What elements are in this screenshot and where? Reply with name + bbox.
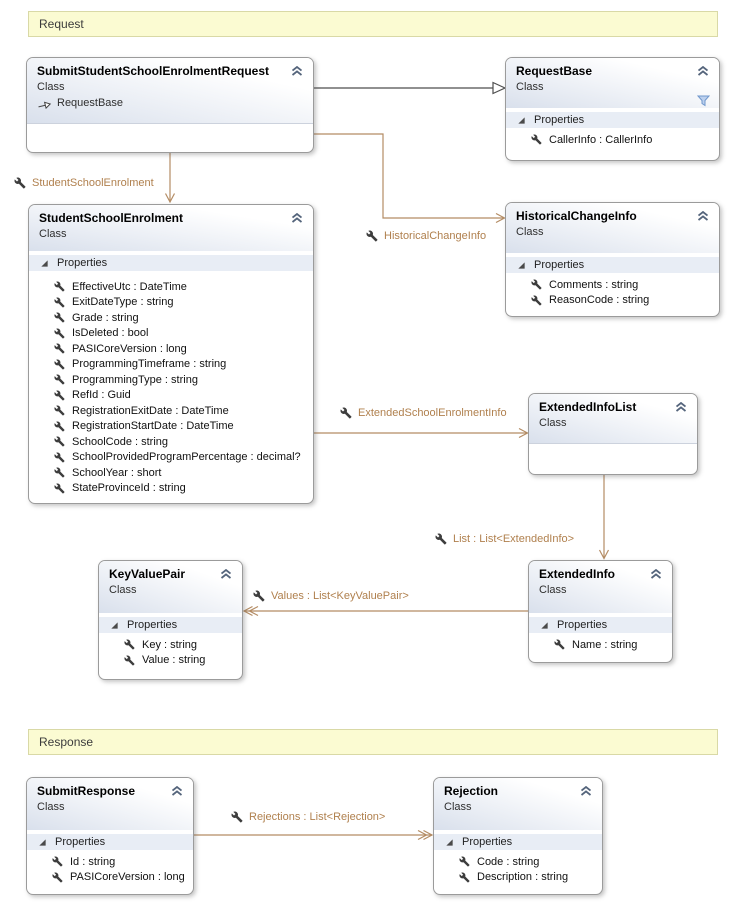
property-wrench-icon <box>52 872 63 883</box>
property-text: Id : string <box>70 855 116 868</box>
property-text: Grade : string <box>72 311 139 324</box>
property-row[interactable] <box>29 310 313 326</box>
association-label-text: ExtendedSchoolEnrolmentInfo <box>358 407 507 419</box>
class-kind: Class <box>39 228 67 240</box>
class-title: KeyValuePair <box>109 567 186 581</box>
class-box-requestbase[interactable] <box>505 57 720 161</box>
properties-list <box>529 633 672 653</box>
collapse-chevron-icon[interactable] <box>650 569 662 579</box>
properties-group-label: Properties <box>55 836 106 848</box>
expander-icon[interactable] <box>110 621 119 630</box>
property-row[interactable] <box>434 854 602 870</box>
properties-group-label: Properties <box>534 114 585 126</box>
properties-group-header[interactable] <box>506 257 719 273</box>
association-connector-values[interactable] <box>244 607 528 616</box>
property-row[interactable] <box>506 132 719 148</box>
property-text: StateProvinceId : string <box>72 482 186 495</box>
property-wrench-icon <box>459 856 470 867</box>
class-header <box>529 561 672 613</box>
class-title: ExtendedInfoList <box>539 400 637 414</box>
property-text: Description : string <box>477 871 569 884</box>
class-header <box>506 203 719 253</box>
property-text: CallerInfo : CallerInfo <box>549 133 653 146</box>
properties-group-label: Properties <box>57 257 108 269</box>
class-title: SubmitResponse <box>37 784 136 798</box>
property-text: ProgrammingType : string <box>72 373 198 386</box>
property-row[interactable] <box>29 450 313 466</box>
property-row[interactable] <box>27 854 193 870</box>
expander-icon[interactable] <box>38 838 47 847</box>
property-wrench-icon <box>54 483 65 494</box>
association-label-values[interactable] <box>253 590 409 602</box>
collapse-chevron-icon[interactable] <box>291 213 303 223</box>
class-body-empty <box>529 444 697 448</box>
property-text: Code : string <box>477 855 540 868</box>
request-group-band[interactable] <box>28 11 718 37</box>
class-header <box>29 205 313 251</box>
property-wrench-icon <box>124 655 135 666</box>
properties-list <box>27 850 193 885</box>
class-title: HistoricalChangeInfo <box>516 209 637 223</box>
property-row[interactable] <box>29 403 313 419</box>
property-row[interactable] <box>434 870 602 886</box>
properties-group-label: Properties <box>462 836 513 848</box>
class-kind: Class <box>37 81 65 93</box>
collapse-chevron-icon[interactable] <box>580 786 592 796</box>
band-label: Request <box>39 17 84 31</box>
properties-list <box>29 271 313 496</box>
property-row[interactable] <box>29 341 313 357</box>
property-row[interactable] <box>99 637 242 653</box>
property-text: ProgrammingTimeframe : string <box>72 358 227 371</box>
association-wrench-icon <box>340 407 352 419</box>
property-wrench-icon <box>124 639 135 650</box>
property-wrench-icon <box>531 134 542 145</box>
class-header <box>27 58 313 124</box>
property-wrench-icon <box>459 872 470 883</box>
class-title: Rejection <box>444 784 499 798</box>
class-box-submitresponse[interactable] <box>26 777 194 895</box>
association-wrench-icon <box>14 177 26 189</box>
property-wrench-icon <box>54 343 65 354</box>
property-wrench-icon <box>54 436 65 447</box>
class-box-extendedinfo[interactable] <box>528 560 673 663</box>
class-header <box>529 394 697 444</box>
association-label-text: HistoricalChangeInfo <box>384 230 487 242</box>
class-title: ExtendedInfo <box>539 567 616 581</box>
class-kind: Class <box>444 801 472 813</box>
class-header <box>27 778 193 830</box>
expander-icon[interactable] <box>517 116 526 125</box>
class-body-empty <box>27 124 313 128</box>
property-wrench-icon <box>54 421 65 432</box>
inherits-arrow-icon <box>37 98 52 109</box>
property-text: RegistrationStartDate : DateTime <box>72 420 234 433</box>
class-kind: Class <box>539 584 567 596</box>
property-wrench-icon <box>54 467 65 478</box>
collapse-chevron-icon[interactable] <box>220 569 232 579</box>
property-text: PASICoreVersion : long <box>72 342 187 355</box>
inheritance-connector-requestbase[interactable] <box>314 83 505 94</box>
class-title: StudentSchoolEnrolment <box>39 211 183 225</box>
property-wrench-icon <box>54 312 65 323</box>
association-connector-extendedschoolenrolmentinfo[interactable] <box>314 429 528 438</box>
property-text: IsDeleted : bool <box>72 327 149 340</box>
class-kind: Class <box>109 584 137 596</box>
properties-list <box>434 850 602 885</box>
collapse-chevron-icon[interactable] <box>697 66 709 76</box>
properties-group-header[interactable] <box>529 617 672 633</box>
property-row[interactable] <box>29 372 313 388</box>
class-kind: Class <box>37 801 65 813</box>
properties-list <box>506 273 719 308</box>
property-wrench-icon <box>554 639 565 650</box>
collapse-chevron-icon[interactable] <box>697 211 709 221</box>
association-label-historicalchangeinfo[interactable] <box>366 230 486 242</box>
class-box-historicalchangeinfo[interactable] <box>505 202 720 317</box>
association-label-list[interactable] <box>435 533 574 545</box>
band-label: Response <box>39 735 94 749</box>
class-kind: Class <box>516 226 544 238</box>
properties-group-label: Properties <box>127 619 178 631</box>
properties-group-header[interactable] <box>29 255 313 271</box>
expander-icon[interactable] <box>517 261 526 270</box>
properties-list <box>506 128 719 148</box>
property-text: RegistrationExitDate : DateTime <box>72 404 229 417</box>
class-header <box>99 561 242 613</box>
base-type-name: RequestBase <box>57 97 124 109</box>
class-title: RequestBase <box>516 64 593 78</box>
class-kind: Class <box>516 81 544 93</box>
response-group-band[interactable] <box>28 729 718 755</box>
association-label-text: StudentSchoolEnrolment <box>32 177 154 189</box>
collapse-chevron-icon[interactable] <box>675 402 687 412</box>
property-wrench-icon <box>54 328 65 339</box>
expander-icon[interactable] <box>540 621 549 630</box>
property-row[interactable] <box>29 481 313 497</box>
property-row[interactable] <box>29 279 313 295</box>
property-text: Key : string <box>142 638 198 651</box>
association-label-text: Values : List<KeyValuePair> <box>271 590 409 602</box>
collapse-chevron-icon[interactable] <box>171 786 183 796</box>
property-wrench-icon <box>54 297 65 308</box>
association-label-text: List : List<ExtendedInfo> <box>453 533 575 545</box>
property-row[interactable] <box>99 653 242 669</box>
base-type-row <box>37 97 303 109</box>
properties-group-label: Properties <box>557 619 608 631</box>
property-text: Value : string <box>142 654 206 667</box>
property-wrench-icon <box>54 359 65 370</box>
association-label-text: Rejections : List<Rejection> <box>249 811 386 823</box>
properties-group-header[interactable] <box>27 834 193 850</box>
class-title: SubmitStudentSchoolEnrolmentRequest <box>37 64 270 78</box>
property-text: EffectiveUtc : DateTime <box>72 280 187 293</box>
property-wrench-icon <box>54 405 65 416</box>
property-row[interactable] <box>29 326 313 342</box>
property-row[interactable] <box>29 434 313 450</box>
association-wrench-icon <box>253 590 265 602</box>
property-wrench-icon <box>54 390 65 401</box>
property-row[interactable] <box>29 465 313 481</box>
class-box-rejection[interactable] <box>433 777 603 895</box>
association-wrench-icon <box>231 811 243 823</box>
class-kind: Class <box>539 417 567 429</box>
association-connector-studentschoolenrolment[interactable] <box>166 153 175 202</box>
association-wrench-icon <box>435 533 447 545</box>
property-row[interactable] <box>529 637 672 653</box>
property-wrench-icon <box>54 452 65 463</box>
association-wrench-icon <box>366 230 378 242</box>
property-text: SchoolProvidedProgramPercentage : decimal? <box>72 451 301 464</box>
property-wrench-icon <box>52 856 63 867</box>
expander-icon[interactable] <box>40 259 49 268</box>
property-text: Name : string <box>572 638 638 651</box>
class-header <box>506 58 719 108</box>
association-connector-rejections[interactable] <box>194 831 432 840</box>
property-row[interactable] <box>29 357 313 373</box>
class-box-keyvaluepair[interactable] <box>98 560 243 680</box>
association-connector-historicalchangeinfo[interactable] <box>314 134 505 223</box>
property-text: ReasonCode : string <box>549 294 650 307</box>
property-row[interactable] <box>29 295 313 311</box>
property-row[interactable] <box>29 388 313 404</box>
property-text: Comments : string <box>549 278 639 291</box>
properties-group-label: Properties <box>534 259 585 271</box>
association-label-studentschoolenrolment[interactable] <box>14 177 154 189</box>
property-text: SchoolCode : string <box>72 435 168 448</box>
properties-group-header[interactable] <box>434 834 602 850</box>
property-row[interactable] <box>27 870 193 886</box>
association-label-extendedschoolenrolmentinfo[interactable] <box>340 407 507 419</box>
filter-icon[interactable] <box>697 95 710 107</box>
class-header <box>434 778 602 830</box>
property-row[interactable] <box>506 277 719 293</box>
property-text: RefId : Guid <box>72 389 131 402</box>
collapse-chevron-icon[interactable] <box>291 66 303 76</box>
property-text: SchoolYear : short <box>72 466 162 479</box>
class-box-submitstudentschoolenrolmentrequest[interactable] <box>26 57 314 153</box>
property-wrench-icon <box>531 295 542 306</box>
property-row[interactable] <box>506 293 719 309</box>
property-row[interactable] <box>29 419 313 435</box>
properties-group-header[interactable] <box>506 112 719 128</box>
association-connector-list[interactable] <box>600 475 609 559</box>
property-text: ExitDateType : string <box>72 296 174 309</box>
properties-list <box>99 633 242 668</box>
property-wrench-icon <box>54 374 65 385</box>
class-box-extendedinfolist[interactable] <box>528 393 698 475</box>
property-text: PASICoreVersion : long <box>70 871 185 884</box>
properties-group-header[interactable] <box>99 617 242 633</box>
class-box-studentschoolenrolment[interactable] <box>28 204 314 504</box>
expander-icon[interactable] <box>445 838 454 847</box>
property-wrench-icon <box>531 279 542 290</box>
association-label-rejections[interactable] <box>231 811 385 823</box>
inheritance-arrowhead-icon <box>493 83 505 94</box>
property-wrench-icon <box>54 281 65 292</box>
